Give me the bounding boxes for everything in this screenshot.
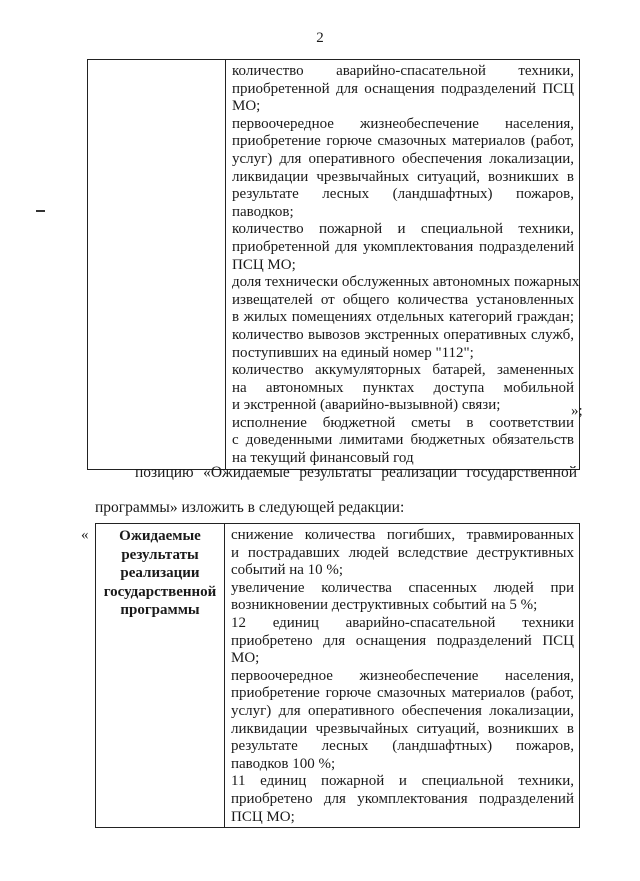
- text-line: снижение количества погибших, травмированных: [231, 527, 574, 543]
- text-line: количество пожарной и специальной техники,: [232, 221, 574, 238]
- text-line: событий на 10 %;: [231, 562, 344, 579]
- text-line: приобретение горюче смазочных материалов (работ,: [231, 685, 574, 702]
- table-row: [88, 60, 580, 470]
- text-line: приобретено для оснащения подразделений ПСЦ: [231, 632, 574, 649]
- text-line: доля технически обслуженных автономных пожарных: [232, 274, 580, 291]
- text-line: 12 единиц аварийно-спасательной техники: [231, 614, 574, 631]
- page-number: 2: [316, 30, 324, 46]
- stray-scan-mark: [36, 210, 45, 212]
- new-edition-table: [95, 523, 580, 828]
- text-line: приобретение горюче смазочных материалов (работ,: [232, 133, 574, 150]
- label-line: Ожидаемые: [119, 528, 201, 544]
- text-line: и экстренной (аварийно-вызывной) связи;: [232, 397, 501, 414]
- text-line: первоочередное жизнеобеспечение населения,: [231, 667, 574, 684]
- expected-results-label: [96, 524, 224, 620]
- text-line: поступивших на единый номер "112";: [232, 344, 474, 361]
- label-line: государственной: [103, 583, 217, 600]
- text-line: возникновении деструктивных событий на 5 %;: [231, 597, 538, 614]
- table-content-cell: [225, 524, 580, 828]
- text-line: услуг) для оперативного обеспечения локализации,: [232, 150, 574, 167]
- text-line: паводков 100 %;: [231, 755, 336, 772]
- text-line: увеличение количества спасенных людей при: [231, 579, 574, 596]
- table-label-cell: [96, 524, 225, 828]
- table-row: [96, 524, 580, 828]
- text-line: ликвидации чрезвычайных ситуаций, возникших в: [232, 168, 574, 185]
- paragraph-line: программы» изложить в следующей редакции:: [95, 499, 405, 516]
- table-label-cell-empty: [88, 60, 226, 470]
- text-line: приобретено для укомплектования подразделений: [231, 790, 574, 807]
- text-line: количество аккумуляторных батарей, замененных: [232, 362, 574, 379]
- text-line: и пострадавших людей вследствие деструктивных: [231, 544, 574, 561]
- text-line: первоочередное жизнеобеспечение населения,: [232, 115, 574, 132]
- label-line: программы: [120, 602, 200, 618]
- text-line: паводков;: [232, 203, 294, 220]
- label-line: результаты: [121, 546, 199, 563]
- text-line: приобретенной для укомплектования подразделений: [232, 238, 574, 255]
- text-line: ликвидации чрезвычайных ситуаций, возникших в: [231, 720, 574, 737]
- continued-table: [87, 59, 580, 470]
- text-line: ПСЦ МО;: [231, 808, 295, 825]
- text-line: МО;: [231, 650, 260, 667]
- closing-quote: »;: [571, 403, 583, 419]
- text-line: в жилых помещениях отдельных категорий граждан;: [232, 309, 574, 326]
- table2-content: [225, 524, 579, 827]
- paragraph-line: позицию «Ожидаемые результаты реализации государственной: [135, 464, 577, 481]
- label-line: реализации: [120, 565, 200, 581]
- text-line: результате лесных (ландшафтных) пожаров,: [231, 738, 574, 755]
- text-line: с доведенными лимитами бюджетных обязательств: [232, 432, 574, 449]
- text-line: исполнение бюджетной сметы в соответствии: [232, 414, 574, 431]
- text-line: количество аварийно-спасательной техники,: [232, 63, 574, 79]
- text-line: количество вывозов экстренных оперативных служб,: [232, 326, 574, 343]
- text-line: результате лесных (ландшафтных) пожаров,: [232, 186, 574, 203]
- text-line: 11 единиц пожарной и специальной техники,: [231, 773, 574, 790]
- opening-quote: «: [81, 527, 89, 543]
- text-line: услуг) для оперативного обеспечения локализации,: [231, 702, 574, 719]
- text-line: на автономных пунктах доступа мобильной: [232, 379, 574, 396]
- text-line: МО;: [232, 98, 261, 115]
- text-line: на текущий финансовый год: [232, 450, 414, 467]
- text-line: ПСЦ МО;: [232, 256, 296, 273]
- table-content-cell: [226, 60, 580, 470]
- text-line: приобретенной для оснащения подразделений ПСЦ: [232, 80, 574, 97]
- text-line: извещателей от общего количества установленных: [232, 291, 574, 308]
- table1-content: [226, 60, 579, 469]
